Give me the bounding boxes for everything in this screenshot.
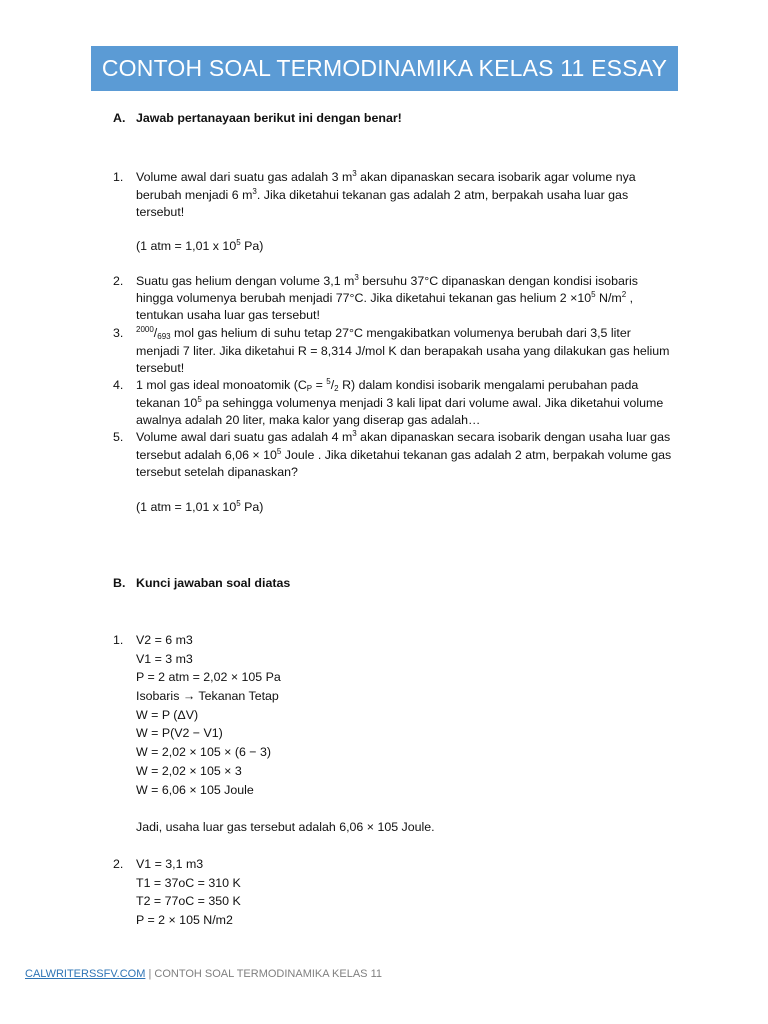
ans1-line: P = 2 atm = 2,02 × 105 Pa [136,670,281,684]
q5-note: (1 atm = 1,01 x $10^5$ Pa) [136,499,264,514]
footer-site-link[interactable]: CALWRITERSSFV.COM [25,968,146,980]
page-title: CONTOH SOAL TERMODINAMIKA KELAS 11 ESSAY [101,55,668,81]
section-b-heading: Kunci jawaban soal diatas [136,576,291,590]
ans2-line: T2 = 77oC = 350 K [136,894,241,908]
page-title-banner [91,46,678,91]
section-a-letter: A. [113,111,126,125]
q5-number: 5. [113,430,124,444]
q3-line-1: $^{2000}/_{693}$ mol gas helium di suhu tetap 27°C mengakibatkan volumenya berubah dari 3,5 liter [136,325,631,341]
q4-line-1: 1 mol gas ideal monoatomik ($C_P = ^5/_2$ R) dalam kondisi isobarik mengalami perubahan pada [136,377,639,393]
footer-separator: | [145,968,155,980]
q1-note: (1 atm = 1,01 x $10^5$ Pa) [136,238,264,253]
q2-line-3: tentukan usaha luar gas tersebut! [136,308,320,322]
q4-line-3: awalnya adalah 20 liter, maka kalor yang diserap gas adalah… [136,413,481,427]
ans2-line: T1 = 37oC = 310 K [136,876,241,890]
q1-line-3: tersebut! [136,205,185,219]
section-a-heading: Jawab pertanayaan berikut ini dengan benar! [136,111,402,125]
q4-number: 4. [113,378,124,392]
ans2-line: P = 2 × 105 N/m2 [136,913,233,927]
ans1-line: W = 2,02 × 105 × 3 [136,764,242,778]
ans1-line: W = 6,06 × 105 Joule [136,783,254,797]
section-b-letter: B. [113,576,126,590]
q5-line-3: tersebut setelah dipanaskan? [136,465,298,479]
ans1-line: W = 2,02 × 105 × (6 − 3) [136,745,272,759]
ans1-line: W = P (ΔV) [136,708,199,722]
ans1-number: 1. [113,633,124,647]
ans1-line: Isobaris → Tekanan Tetap [136,689,279,703]
q3-line-2: menjadi 7 liter. Jika diketahui R = 8,314 J/mol K dan berapakah usaha yang dilakukan gas helium [136,344,670,358]
ans2-line: V1 = 3,1 m3 [136,857,204,871]
ans1-conclusion: Jadi, usaha luar gas tersebut adalah 6,06 × 105 Joule. [136,820,435,834]
q2-line-2: hingga volumenya berubah menjadi 77°C. Jika diketahui tekanan gas helium $2 \times 10^5$ $N/m^2$ , [136,290,634,305]
ans2-number: 2. [113,857,124,871]
q3-number: 3. [113,326,124,340]
q5-line-2: tersebut adalah $6,06 \times 10^5$ Joule . Jika diketahui tekanan gas adalah 2 atm, berpakah volume gas [136,447,672,462]
ans1-line: V1 = 3 m3 [136,652,193,666]
ans1-line: W = P(V2 − V1) [136,726,223,740]
q5-line-1: Volume awal dari suatu gas adalah 4 $m^3$ akan dipanaskan secara isobarik dengan usaha luar gas [136,429,671,444]
footer-title: CONTOH SOAL TERMODINAMIKA KELAS 11 [154,968,382,980]
q1-line-2: berubah menjadi 6 $m^3$. Jika diketahui tekanan gas adalah 2 atm, berpakah usaha luar gas [136,187,629,202]
q4-line-2: tekanan $10^5$ pa sehingga volumenya menjadi 3 kali lipat dari volume awal. Jika diketahui volume [136,395,664,410]
ans1-line: V2 = 6 m3 [136,633,193,647]
q2-number: 2. [113,274,124,288]
q1-line-1: Volume awal dari suatu gas adalah 3 $m^3$ akan dipanaskan secara isobarik agar volume nya [136,169,636,184]
footer [25,968,382,980]
q3-line-3: tersebut! [136,361,185,375]
q2-line-1: Suatu gas helium dengan volume 3,1 $m^3$ bersuhu 37°C dipanaskan dengan kondisi isobaris [136,273,638,288]
q1-number: 1. [113,170,124,184]
